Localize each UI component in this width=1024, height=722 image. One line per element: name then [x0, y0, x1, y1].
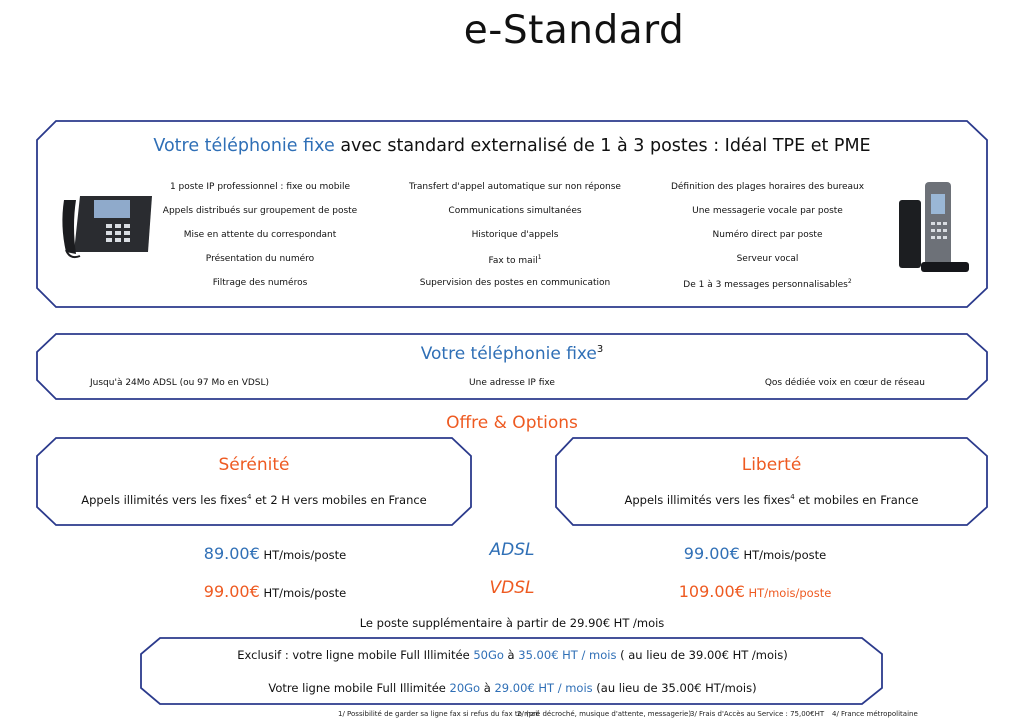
exclusive-offer-line-2: [140, 681, 885, 695]
feature-col-2: [395, 182, 635, 302]
liberte-adsl-price: [630, 544, 880, 563]
feature-col-3: [655, 182, 880, 302]
telephonie-feature-left: Jusqu'à 24Mo ADSL (ou 97 Mo en VDSL): [90, 378, 270, 388]
vdsl-label: VDSL: [489, 578, 535, 598]
footnote-1: 1/ Possibilité de garder sa ligne fax si refus du fax to mail: [338, 710, 540, 718]
liberte-frame: [556, 438, 987, 525]
footnote-3: 3/ Frais d'Accès au Service : 75,00€HT: [690, 710, 825, 718]
offer-text: Exclusif : votre ligne mobile Full Illimitée: [237, 648, 474, 662]
offer-text: (au lieu de 35.00€ HT/mois): [592, 681, 757, 695]
adsl-label: ADSL: [489, 540, 535, 560]
offer-price: 35.00€ HT / mois: [518, 648, 617, 662]
offer-text: à: [480, 681, 495, 695]
serenite-adsl-price: [150, 544, 400, 563]
plan-desc-text: Appels illimités vers les fixes: [81, 493, 247, 507]
plan-desc-text: Appels illimités vers les fixes: [624, 493, 791, 507]
feature-col-1: [150, 182, 370, 302]
plan-desc-text: et 2 H vers mobiles en France: [251, 493, 427, 507]
footnote-ref: 4: [790, 493, 795, 502]
footnote-ref: 2: [847, 278, 852, 285]
feature-item: Appels distribués sur groupement de poste: [162, 206, 358, 216]
feature-item: Serveur vocal: [736, 254, 799, 264]
offer-text: ( au lieu de 39.00€ HT /mois): [616, 648, 788, 662]
telephonie-feature-center: Une adresse IP fixe: [469, 378, 555, 388]
features-heading-highlight: Votre téléphonie fixe: [153, 136, 335, 156]
feature-item: [655, 278, 880, 302]
feature-item: Présentation du numéro: [205, 254, 315, 264]
feature-item: Filtrage des numéros: [212, 278, 308, 288]
feature-item: [395, 254, 635, 278]
price-amount: 99.00€: [203, 582, 260, 601]
exclusive-offer-line-1: [140, 648, 885, 662]
liberte-plan-name: Liberté: [741, 455, 802, 475]
feature-item: Numéro direct par poste: [712, 230, 823, 240]
desk-ip-phone-icon: [60, 190, 156, 262]
feature-item: Mise en attente du correspondant: [183, 230, 337, 240]
feature-item: Supervision des postes en communication: [419, 278, 611, 288]
page-title: e-Standard: [463, 8, 685, 53]
footnote-2: 2/ (pré décroché, musique d'attente, messagerie): [517, 710, 692, 718]
feature-item: Définition des plages horaires des bureaux: [670, 182, 865, 192]
telephonie-feature-right: Qos dédiée voix en cœur de réseau: [764, 378, 925, 388]
serenite-vdsl-price: [150, 582, 400, 601]
offer-data: 50Go: [473, 648, 504, 662]
liberte-vdsl-price: [630, 582, 880, 601]
price-unit: HT/mois/poste: [748, 586, 832, 600]
telephonie-heading-text: Votre téléphonie fixe: [420, 344, 597, 364]
offer-price: 29.00€ HT / mois: [494, 681, 593, 695]
offer-text: à: [503, 648, 519, 662]
price-amount: 109.00€: [678, 582, 745, 601]
features-heading: [37, 136, 987, 156]
feature-item: 1 poste IP professionnel : fixe ou mobile: [169, 182, 351, 192]
price-unit: HT/mois/poste: [743, 548, 827, 562]
offer-data: 20Go: [449, 681, 481, 695]
price-unit: HT/mois/poste: [263, 586, 347, 600]
serenite-plan-name: Sérénité: [218, 455, 290, 475]
price-amount: 89.00€: [203, 544, 260, 563]
feature-item: Transfert d'appel automatique sur non réponse: [409, 182, 621, 192]
features-heading-text: avec standard externalisé de 1 à 3 postes : Idéal TPE et PME: [340, 136, 871, 156]
liberte-plan-desc: [556, 493, 987, 507]
footnote-4: 4/ France métropolitaine: [832, 710, 918, 718]
offre-heading: Offre & Options: [446, 413, 578, 433]
telephonie-heading: [37, 344, 987, 364]
footnote-ref: 4: [246, 493, 252, 502]
footnote-ref: 3: [596, 344, 604, 355]
offer-text: Votre ligne mobile Full Illimitée: [268, 681, 450, 695]
price-unit: HT/mois/poste: [263, 548, 347, 562]
feature-item: Communications simultanées: [448, 206, 582, 216]
feature-item-text: De 1 à 3 messages personnalisables: [683, 280, 848, 290]
price-amount: 99.00€: [683, 544, 740, 563]
serenite-frame: [37, 438, 471, 525]
dect-cordless-phone-icon: [893, 180, 973, 275]
plan-desc-text: et mobiles en France: [794, 493, 919, 507]
serenite-plan-desc: [37, 493, 471, 507]
feature-item-text: Fax to mail: [488, 256, 538, 266]
footnote-ref: 1: [537, 254, 542, 261]
feature-item: Une messagerie vocale par poste: [692, 206, 843, 216]
extra-poste-line: Le poste supplémentaire à partir de 29.90€ HT /mois: [359, 616, 665, 630]
feature-item: Historique d'appels: [471, 230, 559, 240]
